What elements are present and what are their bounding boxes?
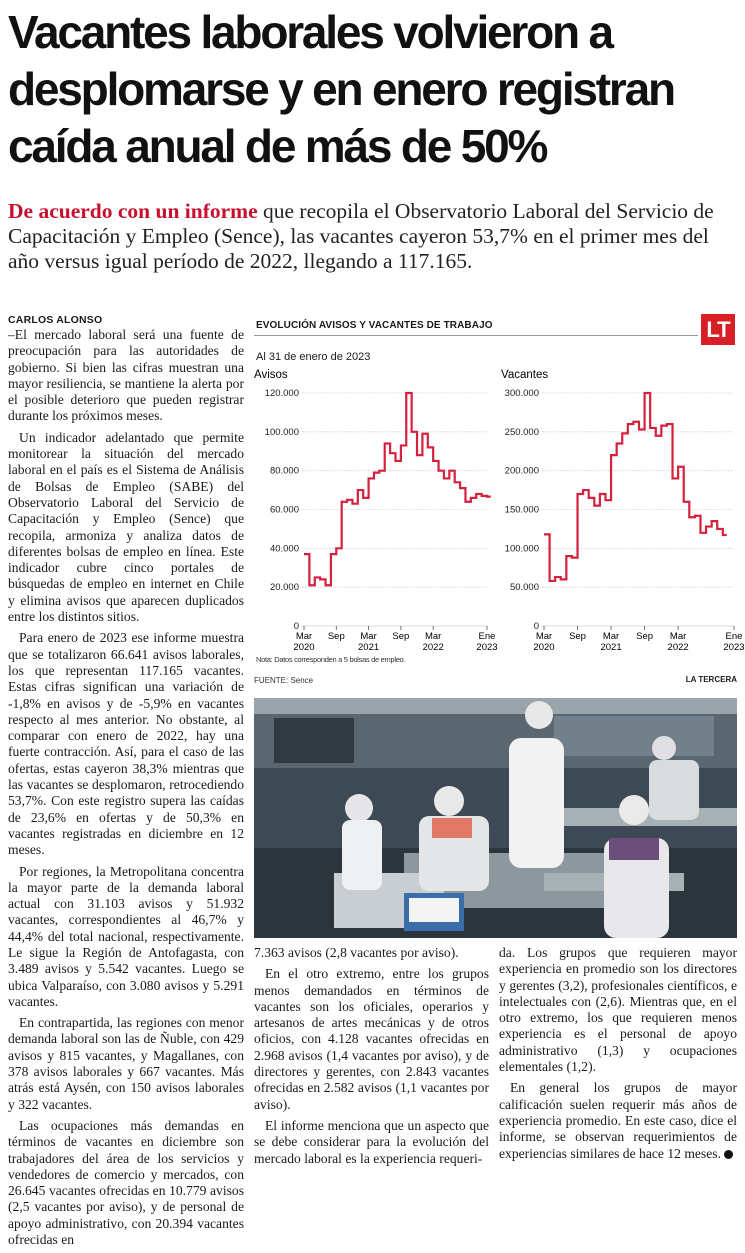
paragraph: 7.363 avisos (2,8 vacantes por aviso). bbox=[254, 945, 459, 960]
x-tick-label: Ene bbox=[725, 631, 743, 642]
lede bbox=[8, 199, 738, 274]
x-tick-label: Mar bbox=[295, 631, 313, 642]
y-tick-label: 50.000 bbox=[509, 582, 539, 594]
x-tick-label: Mar bbox=[602, 631, 620, 642]
paragraph: da. Los grupos que requieren mayor experiencia en promedio son los directores y gerentes (3,2), profesionales científicos, e intelectuales con (2,6). Mientras que, en el otro extremo, los que requieren menos experiencia es el personal de apoyo administrativo (1,3) y ocupaciones elementales (1,2). bbox=[499, 945, 737, 1075]
y-tick-label: 300.000 bbox=[504, 388, 539, 399]
chart-source: FUENTE: Sence bbox=[254, 676, 314, 685]
y-tick-label: 200.000 bbox=[504, 465, 539, 477]
paragraph: En contrapartida, las regiones con menor demanda laboral son las de Ñuble, con 429 avisos y 815 vacantes, y Magallanes, con 378 avisos laborales y 667 vacantes. Más atrás está Aysén, con 150 avisos laborales y 322 vacantes. bbox=[8, 1015, 244, 1112]
chart-title: Avisos bbox=[254, 369, 288, 381]
x-tick-label: 2020 bbox=[293, 642, 315, 653]
y-tick-label: 150.000 bbox=[504, 504, 539, 516]
x-tick-label: Ene bbox=[478, 631, 496, 642]
y-tick-label: 80.000 bbox=[269, 465, 299, 477]
y-tick-label: 250.000 bbox=[504, 426, 539, 438]
y-tick-label: 0 bbox=[533, 621, 539, 632]
y-tick-label: 60.000 bbox=[269, 504, 299, 516]
factory-workers-photo bbox=[254, 698, 737, 938]
x-tick-label: 2023 bbox=[723, 642, 745, 653]
chart-note: Nota: Datos corresponden a 5 bolsas de empleo. bbox=[256, 655, 406, 664]
byline: CARLOS ALONSO bbox=[8, 314, 103, 326]
x-tick-label: 2023 bbox=[476, 642, 498, 653]
x-tick-label: 2020 bbox=[533, 642, 555, 653]
paragraph bbox=[499, 1080, 737, 1161]
y-tick-label: 20.000 bbox=[269, 582, 299, 594]
infographic-title: EVOLUCIÓN AVISOS Y VACANTES DE TRABAJO bbox=[256, 320, 493, 331]
y-tick-label: 40.000 bbox=[269, 543, 299, 555]
x-tick-label: Mar bbox=[424, 631, 442, 642]
lede-text: que recopila el Observatorio Laboral del Servicio de Capacitación y Empleo (Sence), las vacantes cayeron 53,7% en el primer mes del año versus igual período de 2022, llegando a 117.165. bbox=[8, 199, 714, 273]
series-line bbox=[544, 393, 727, 581]
y-tick-label: 100.000 bbox=[264, 426, 299, 438]
paragraph: Para enero de 2023 ese informe muestra que se totalizaron 66.641 avisos laborales, los que representan 117.165 vacantes. Estas cifras significan una variación de -1,8% en avisos y de -5,9% en vacantes respecto al mes anterior. No obstante, al comparar con enero de 2022, hay una fuerte contracción. Así, para el caso de las ofertas, estas cayeron 38,3% mientras que las vacantes se desplomaron, retrocediendo 53,7%. Con este registro supera las caídas de 23,6% en ofertas y de 50,3% en vacantes registradas en diciembre en 12 meses. bbox=[8, 630, 244, 858]
x-tick-label: Sep bbox=[327, 631, 345, 642]
title-rule bbox=[254, 335, 698, 336]
paragraph: El informe menciona que un aspecto que se debe considerar para la evolución del mercado laboral es la experiencia requeri- bbox=[254, 1117, 489, 1166]
body-column-3 bbox=[499, 945, 737, 1167]
y-tick-label: 100.000 bbox=[504, 543, 539, 555]
paragraph: Un indicador adelantado que permite monitorear la situación del mercado laboral en el país es el Sistema de Análisis de Bolsas de Empleo (SABE) del Observatorio Laboral del Servicio de Capacitación y Empleo (Sence) que recopila, armoniza y analiza datos de diferentes bolsas de empleo en línea. Este indicador cubre cinco portales de búsquedas de empleo en internet en Chile y elimina avisos que aparecen duplicados entre los distintos sitios. bbox=[8, 429, 244, 625]
x-tick-label: Sep bbox=[569, 631, 586, 642]
paragraph: –El mercado laboral será una fuente de preocupación para las autoridades de gobierno. Si bien las cifras muestran una mayor resiliencia, se mantiene la alerta por el posible deterioro que pueden registrar durante los próximos meses. bbox=[8, 327, 244, 424]
infographic bbox=[254, 314, 745, 686]
x-tick-label: 2022 bbox=[667, 642, 689, 653]
body-column-1 bbox=[8, 327, 244, 1253]
x-tick-label: Sep bbox=[392, 631, 410, 642]
x-tick-label: 2021 bbox=[600, 642, 622, 653]
x-tick-label: Mar bbox=[535, 631, 553, 642]
x-tick-label: 2021 bbox=[358, 642, 380, 653]
x-tick-label: Sep bbox=[636, 631, 654, 642]
body-column-2 bbox=[254, 945, 489, 1172]
charts bbox=[254, 364, 745, 654]
chart-title: Vacantes bbox=[501, 369, 549, 381]
paragraph: Las ocupaciones más demandas en términos de vacantes en diciembre son trabajadores del área de los servicios y vendedores de comercio y mercados, con 26.645 vacantes ofrecidas en 10.779 avisos (2,5 vacantes por aviso), y de personal de apoyo administrativo, con 20.394 vacantes ofrecidas en bbox=[8, 1117, 244, 1248]
chart-brand: LA TERCERA bbox=[685, 675, 737, 684]
headline: Vacantes laborales volvieron a desplomarse y en enero registran caída anual de más de 50% bbox=[8, 6, 674, 172]
end-mark-icon bbox=[724, 1150, 733, 1159]
paragraph-text: En general los grupos de mayor calificación suelen requerir más años de experiencia promedio. En este caso, dice el informe, se observan requerimientos de experiencias similares de hace 12 meses. bbox=[499, 1080, 737, 1161]
la-tercera-logo: LT bbox=[701, 314, 735, 345]
y-tick-label: 120.000 bbox=[264, 388, 299, 399]
paragraph: En el otro extremo, entre los grupos menos demandados en términos de vacantes son los oficiales, operarios y artesanos de artes mecánicas y de otros oficios, con 4.128 vacantes ofrecidas en 2.968 avisos (1,4 vacantes por aviso), y de directores y gerentes, con 2.843 vacantes ofrecidas en 2.582 avisos (1,1 vacantes por aviso). bbox=[254, 966, 489, 1112]
infographic-subtitle: Al 31 de enero de 2023 bbox=[256, 351, 371, 363]
y-tick-label: 0 bbox=[293, 621, 299, 632]
lede-lead-in: De acuerdo con un informe bbox=[8, 199, 258, 223]
series-line bbox=[304, 393, 491, 585]
x-tick-label: Mar bbox=[360, 631, 377, 642]
x-tick-label: Mar bbox=[669, 631, 687, 642]
x-tick-label: 2022 bbox=[422, 642, 444, 653]
paragraph: Por regiones, la Metropolitana concentra la mayor parte de la demanda laboral actual con 31.103 avisos y 51.932 vacantes, correspondientes al 46,7% y 44,4% del total nacional, respectivamente. Le sigue la Región de Antofagasta, con 3.489 avisos y 5.542 vacantes. Luego se ubica Valparaíso, con 3.080 avisos y 5.291 vacantes. bbox=[8, 863, 244, 1009]
